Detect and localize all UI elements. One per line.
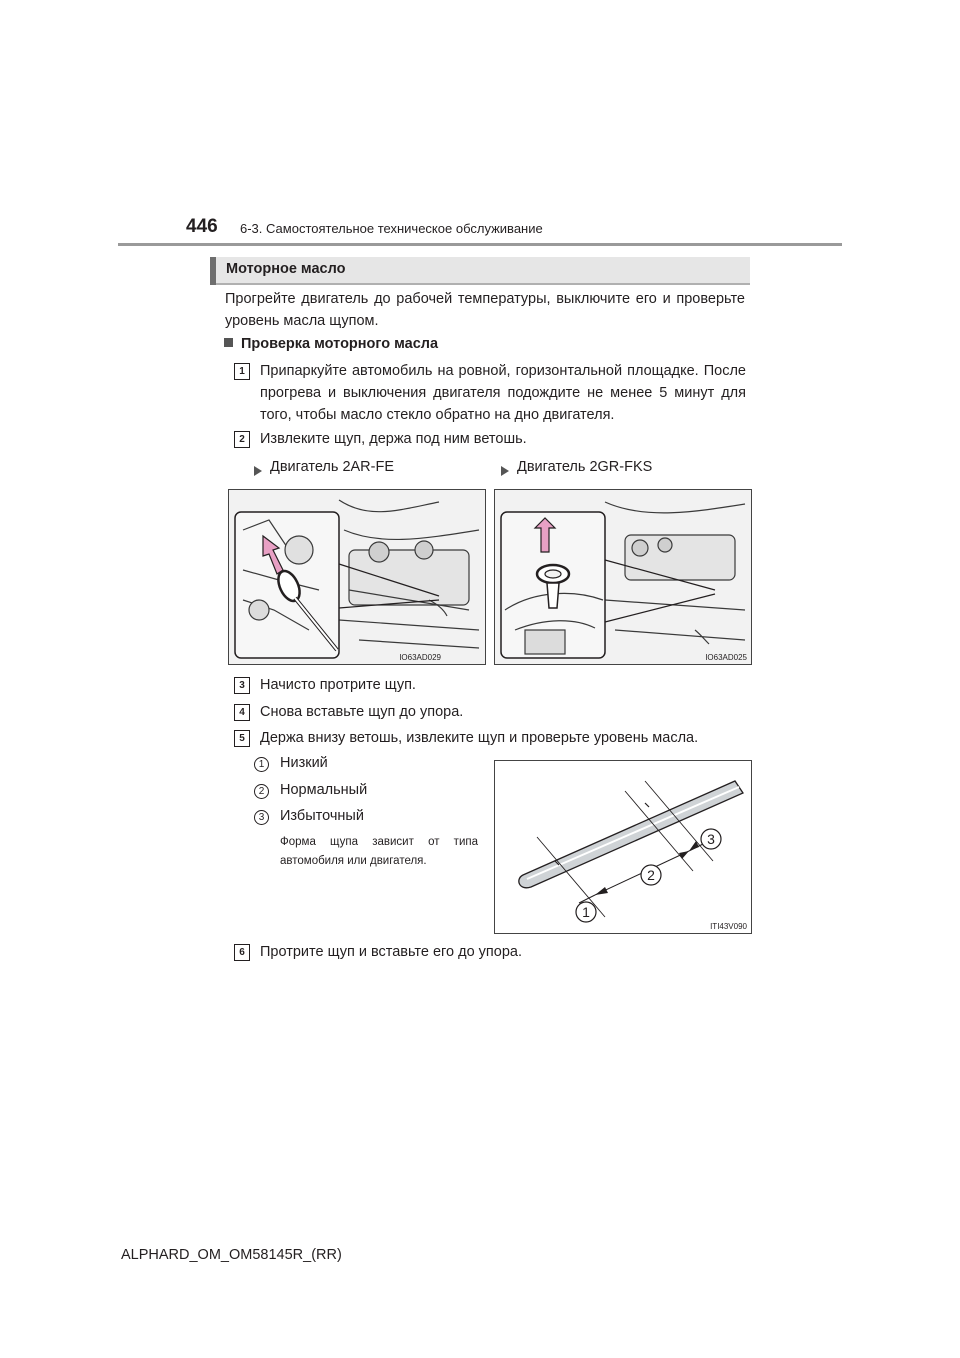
step-text-4: Снова вставьте щуп до упора. <box>260 704 464 720</box>
section-accent <box>210 257 216 285</box>
triangle-bullet-icon <box>501 466 509 476</box>
variant-label-2ar: Двигатель 2AR-FE <box>270 459 395 475</box>
square-bullet-icon <box>224 338 233 347</box>
legend-label-low: Низкий <box>280 755 328 771</box>
page-number: 446 <box>186 216 218 237</box>
engine-photo-2gr <box>494 489 752 665</box>
image-code-2gr: IO63AD025 <box>705 653 747 662</box>
engine-photo-2ar <box>228 489 486 665</box>
legend-num-2: 2 <box>254 784 269 799</box>
step-number-1: 1 <box>234 363 250 380</box>
step-number-4: 4 <box>234 704 250 721</box>
section-header <box>210 257 750 285</box>
dipstick-note: Форма щупа зависит от типа автомобиля или двигателя. <box>280 836 478 867</box>
step-number-3: 3 <box>234 677 250 694</box>
step-text-5: Держа внизу ветошь, извлеките щуп и проверьте уровень масла. <box>260 730 699 746</box>
step-text-2: Извлеките щуп, держа под ним ветошь. <box>260 431 527 447</box>
subsection-title: Проверка моторного масла <box>241 336 439 352</box>
step-number-5: 5 <box>234 730 250 747</box>
callout-2: 2 <box>647 867 655 883</box>
legend-label-excess: Избыточный <box>280 808 364 824</box>
section-intro: Прогрейте двигатель до рабочей температуры, выключите его и проверьте уровень масла щупом. <box>225 291 745 329</box>
step-number-2: 2 <box>234 431 250 448</box>
step-text-6: Протрите щуп и вставьте его до упора. <box>260 944 522 960</box>
step-number-6: 6 <box>234 944 250 961</box>
image-code-2ar: IO63AD029 <box>399 653 441 662</box>
legend-num-3: 3 <box>254 810 269 825</box>
dipstick-illustration <box>494 760 752 934</box>
step-text-3: Начисто протрите щуп. <box>260 677 416 693</box>
subsection-heading <box>224 336 438 352</box>
document-id: ALPHARD_OM_OM58145R_(RR) <box>121 1247 342 1263</box>
header-rule <box>118 243 842 246</box>
callout-3: 3 <box>707 831 715 847</box>
variant-label-2gr: Двигатель 2GR-FKS <box>517 459 653 475</box>
triangle-bullet-icon <box>254 466 262 476</box>
step-text-1: Припаркуйте автомобиль на ровной, горизонтальной площадке. После прогрева и выключения двигателя подождите не менее 5 минут для того, чтобы масло стекло обратно на дно двигателя. <box>260 363 746 423</box>
legend-num-1: 1 <box>254 757 269 772</box>
chapter-title: 6-3. Самостоятельное техническое обслуживание <box>240 221 543 236</box>
legend-label-normal: Нормальный <box>280 782 368 798</box>
callout-1: 1 <box>582 904 590 920</box>
section-title: Моторное масло <box>226 261 346 277</box>
image-code-dipstick: ITI43V090 <box>710 922 747 931</box>
